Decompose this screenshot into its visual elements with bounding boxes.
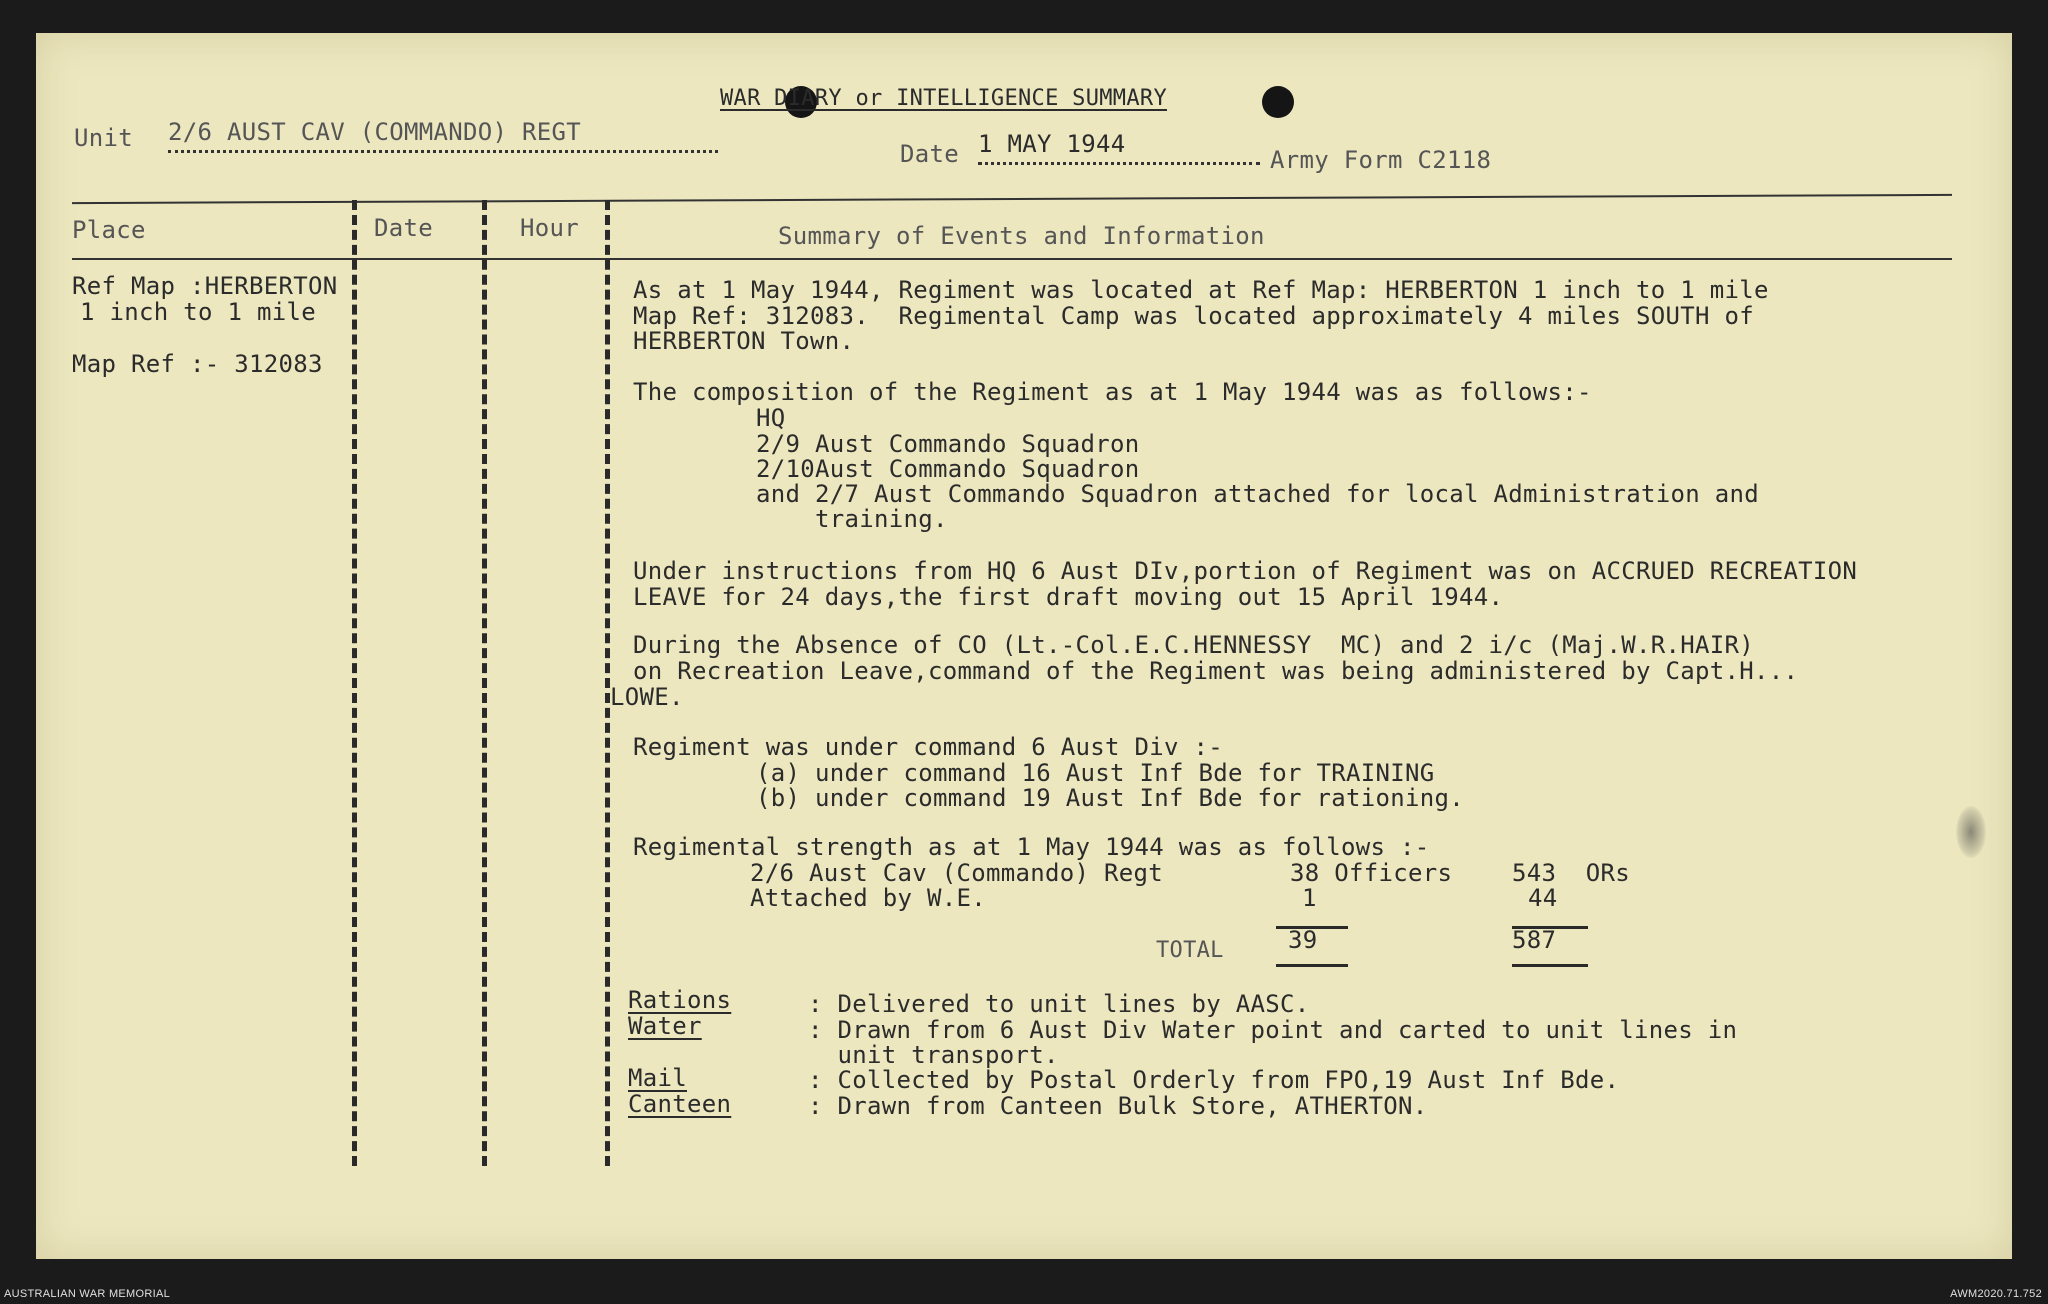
admin-rations-label: Rations bbox=[628, 986, 732, 1014]
admin-mail-text: : Collected by Postal Orderly from FPO,19 Aust Inf Bde. bbox=[808, 1066, 1620, 1094]
strength-row1-ors: 543 ORs bbox=[1512, 859, 1630, 887]
p1-line1: As at 1 May 1944, Regiment was located at Ref Map: HERBERTON 1 inch to 1 mile bbox=[633, 276, 1769, 304]
strength-total-officers: 39 bbox=[1288, 926, 1318, 954]
strength-row1-officers: 38 Officers bbox=[1290, 859, 1453, 887]
unit-value: 2/6 AUST CAV (COMMANDO) REGT bbox=[168, 118, 581, 146]
unit-label: Unit bbox=[74, 124, 133, 152]
date-value: 1 MAY 1944 bbox=[978, 130, 1126, 158]
strength-row2-ors: 44 bbox=[1528, 884, 1558, 912]
p1-line2: Map Ref: 312083. Regimental Camp was located approximately 4 miles SOUTH of bbox=[633, 302, 1754, 330]
column-divider-date bbox=[482, 200, 487, 1166]
place-scale: 1 inch to 1 mile bbox=[80, 298, 316, 326]
column-divider-place bbox=[352, 200, 357, 1166]
place-ref-map: Ref Map :HERBERTON bbox=[72, 272, 338, 300]
column-place: Place bbox=[72, 216, 146, 244]
admin-water-text-cont: unit transport. bbox=[808, 1041, 1059, 1069]
p4-line3: LOWE. bbox=[610, 683, 684, 711]
footer-accession-number: AWM2020.71.752 bbox=[1950, 1288, 2042, 1300]
admin-water-text: : Drawn from 6 Aust Div Water point and carted to unit lines in bbox=[808, 1016, 1738, 1044]
p3-line1: Under instructions from HQ 6 Aust DIv,portion of Regiment was on ACCRUED RECREATION bbox=[633, 557, 1858, 585]
admin-canteen-text: : Drawn from Canteen Bulk Store, ATHERTON. bbox=[808, 1092, 1428, 1120]
officers-sum-rule-bottom bbox=[1276, 964, 1348, 967]
strength-row2-officers: 1 bbox=[1302, 884, 1317, 912]
admin-water-label: Water bbox=[628, 1012, 702, 1040]
unit-dotted-leader bbox=[168, 150, 718, 153]
p2-item1: HQ bbox=[756, 404, 786, 432]
column-date: Date bbox=[374, 214, 433, 242]
p3-line2: LEAVE for 24 days,the first draft moving out 15 April 1944. bbox=[633, 583, 1504, 611]
date-label: Date bbox=[900, 140, 959, 168]
admin-canteen-label: Canteen bbox=[628, 1090, 732, 1118]
place-map-ref: Map Ref :- 312083 bbox=[72, 350, 323, 378]
army-form-label: Army Form C2118 bbox=[1270, 146, 1492, 174]
column-hour: Hour bbox=[520, 214, 579, 242]
p2-item3: 2/10Aust Commando Squadron bbox=[756, 455, 1140, 483]
admin-rations-text: : Delivered to unit lines by AASC. bbox=[808, 990, 1310, 1018]
p2-item5: training. bbox=[756, 505, 948, 533]
form-title: WAR DIARY or INTELLIGENCE SUMMARY bbox=[720, 86, 1167, 111]
p2-intro: The composition of the Regiment as at 1 May 1944 was as follows:- bbox=[633, 378, 1592, 406]
strength-total-label: TOTAL bbox=[1156, 938, 1224, 963]
p2-item4: and 2/7 Aust Commando Squadron attached for local Administration and bbox=[756, 480, 1759, 508]
p4-line2: on Recreation Leave,command of the Regiment was being administered by Capt.H... bbox=[633, 657, 1799, 685]
thumbprint-smudge bbox=[1956, 806, 1986, 858]
p5-item-a: (a) under command 16 Aust Inf Bde for TRAINING bbox=[756, 759, 1435, 787]
p6-intro: Regimental strength as at 1 May 1944 was as follows :- bbox=[633, 833, 1430, 861]
strength-row2-label: Attached by W.E. bbox=[750, 884, 986, 912]
punch-hole-right bbox=[1262, 86, 1294, 118]
strength-row1-label: 2/6 Aust Cav (Commando) Regt bbox=[750, 859, 1163, 887]
date-dotted-leader bbox=[978, 162, 1260, 165]
p5-item-b: (b) under command 19 Aust Inf Bde for rationing. bbox=[756, 784, 1464, 812]
strength-total-ors: 587 bbox=[1512, 926, 1557, 954]
p4-line1: During the Absence of CO (Lt.-Col.E.C.HENNESSY MC) and 2 i/c (Maj.W.R.HAIR) bbox=[633, 631, 1754, 659]
ors-sum-rule-bottom bbox=[1512, 964, 1588, 967]
p2-item2: 2/9 Aust Commando Squadron bbox=[756, 430, 1140, 458]
admin-mail-label: Mail bbox=[628, 1064, 687, 1092]
footer-institution: AUSTRALIAN WAR MEMORIAL bbox=[4, 1288, 171, 1300]
column-summary: Summary of Events and Information bbox=[778, 222, 1265, 250]
p5-intro: Regiment was under command 6 Aust Div :- bbox=[633, 733, 1223, 761]
p1-line3: HERBERTON Town. bbox=[633, 327, 855, 355]
